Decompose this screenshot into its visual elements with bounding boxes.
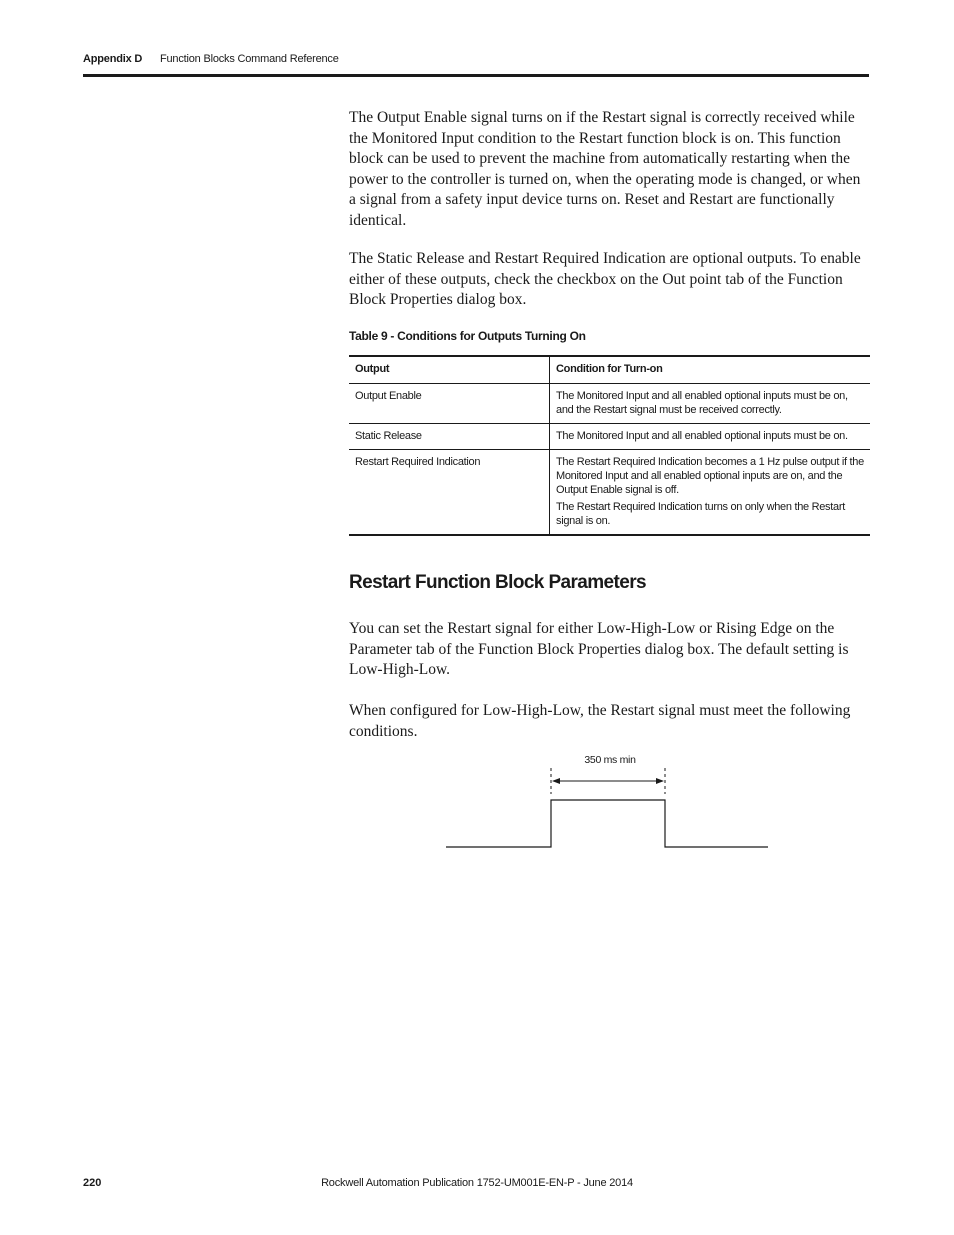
condition-text: The Monitored Input and all enabled optional inputs must be on. <box>556 430 848 442</box>
condition-cell <box>550 450 871 536</box>
output-cell: Restart Required Indication <box>349 450 550 536</box>
section-heading: Restart Function Block Parameters <box>349 572 646 593</box>
conditions-table <box>349 355 870 536</box>
table-row <box>349 424 870 450</box>
pulse-width-label: 350 ms min <box>584 754 636 766</box>
body-paragraph: When configured for Low-High-Low, the Restart signal must meet the following conditions. <box>349 702 851 740</box>
restart-signal-waveform <box>446 800 768 847</box>
condition-cell <box>550 424 871 450</box>
header-appendix-label: Appendix D <box>83 53 143 65</box>
table-row <box>349 384 870 424</box>
table-caption: Table 9 - Conditions for Outputs Turning On <box>349 329 586 343</box>
output-cell: Static Release <box>349 424 550 450</box>
left-arrowhead-icon <box>552 778 560 784</box>
output-cell: Output Enable <box>349 384 550 424</box>
table-header-row <box>349 356 870 384</box>
table-row <box>349 450 870 536</box>
column-header-output: Output <box>349 356 550 384</box>
body-paragraph: You can set the Restart signal for either Low-High-Low or Rising Edge on the Parameter tab of the Function Block Properties dialog box. The default setting is Low-High-Low. <box>349 620 849 678</box>
condition-text: The Monitored Input and all enabled optional inputs must be on, and the Restart signal must be received correctly. <box>556 390 848 416</box>
timing-diagram-graphic <box>440 750 780 860</box>
right-arrowhead-icon <box>656 778 664 784</box>
publication-info: Rockwell Automation Publication 1752-UM001E-EN-P - June 2014 <box>321 1177 633 1189</box>
body-paragraph: The Static Release and Restart Required Indication are optional outputs. To enable either of these outputs, check the checkbox on the Out point tab of the Function Block Properties dialog box. <box>349 250 861 308</box>
condition-cell <box>550 384 871 424</box>
condition-text: The Restart Required Indication becomes a 1 Hz pulse output if the Monitored Input and all enabled optional inputs are on, and the Output Enable signal is off. <box>556 456 864 496</box>
restart-timing-diagram <box>440 750 780 860</box>
header-chapter-title: Function Blocks Command Reference <box>160 53 339 65</box>
condition-text: The Restart Required Indication turns on only when the Restart signal is on. <box>556 501 845 527</box>
column-header-condition: Condition for Turn-on <box>556 363 663 375</box>
header-rule <box>83 74 869 77</box>
page-number: 220 <box>83 1177 102 1189</box>
body-paragraph: The Output Enable signal turns on if the Restart signal is correctly received while the Monitored Input condition to the Restart function block is on. This function block can be used to prevent the machine from automatically restarting when the power to the controller is turned on, when the operating mode is changed, or when a signal from a safety input device turns on. Reset and Restart are functionally identical. <box>349 109 861 229</box>
